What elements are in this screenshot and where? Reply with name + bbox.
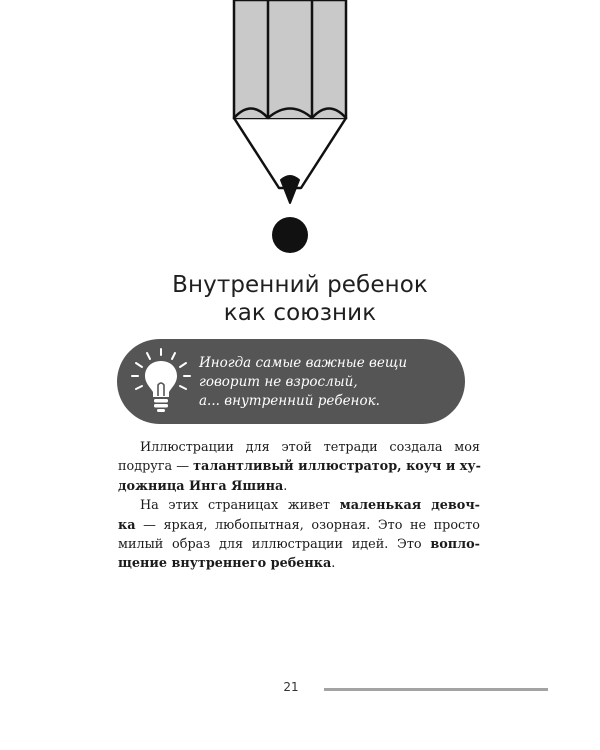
text-line: милый образ для иллюстрации идей. Это вопло- [118,537,480,553]
quote-line: а... внутренний ребенок. [199,393,380,409]
page-title-line-2: как союзник [223,300,377,326]
pencil-dot [272,217,308,253]
quote-line: говорит не взрослый, [199,374,358,390]
text-line: подруга — талантливый иллюстратор, коуч и ху- [118,459,481,475]
pencil-body [234,0,346,118]
text-line: На этих страницах живет маленькая девоч- [140,498,480,514]
pencil-illustration [0,0,600,260]
text-line: щение внутреннего ребенка. [118,556,336,572]
body-text [118,438,480,574]
quote-callout [117,339,465,424]
footer-rule [324,688,548,691]
pencil-tip [234,109,346,204]
page-title-line-1: Внутренний ребенок [172,272,428,298]
paragraph-1 [118,438,480,496]
quote-line: Иногда самые важные вещи [199,355,408,371]
page-number: 21 [283,680,299,694]
text-line: дожница Инга Яшина. [118,478,288,494]
paragraph-2 [118,496,480,574]
lightbulb-icon [127,345,197,419]
text-line: ка — яркая, любопытная, озорная. Это не просто [118,517,480,533]
text-line: Иллюстрации для этой тетради создала моя [140,440,480,455]
callout-quote [199,354,459,411]
